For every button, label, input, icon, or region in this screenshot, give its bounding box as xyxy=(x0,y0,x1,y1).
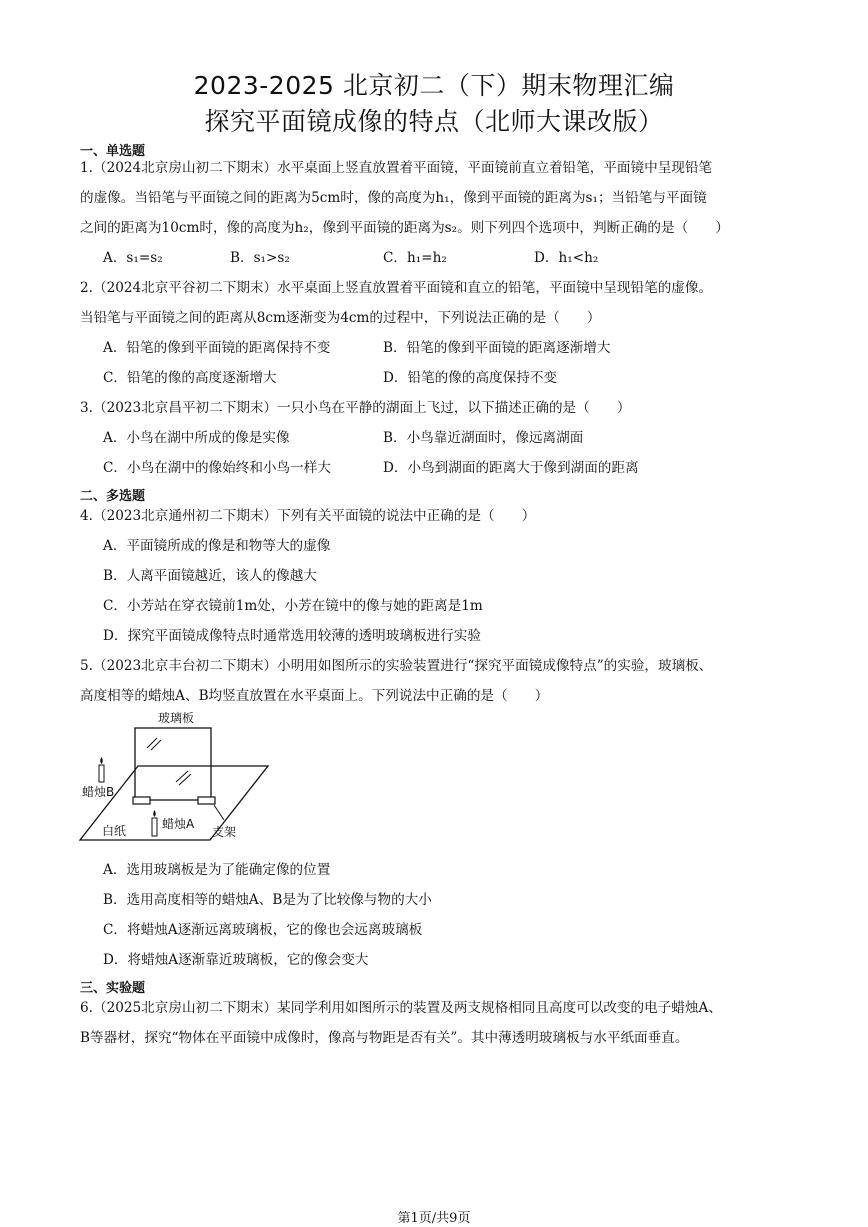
q5-option-a: A．选用玻璃板是为了能确定像的位置 xyxy=(103,862,331,878)
candle-a-shape xyxy=(152,818,157,836)
stand-left-shape xyxy=(133,797,150,804)
q5-line-1: 5.（2023北京丰台初二下期末）小明用如图所示的实验装置进行“探究平面镜成像特点”的实验，玻璃板、 xyxy=(80,658,713,674)
q5-option-c: C．将蜡烛A逐渐远离玻璃板，它的像也会远离玻璃板 xyxy=(103,922,423,938)
glass-plate-shape xyxy=(135,728,211,800)
q2-line-1: 2.（2024北京平谷初二下期末）水平桌面上竖直放置着平面镜和直立的铅笔，平面镜中呈现铅笔的虚像。 xyxy=(80,280,713,296)
candle-b-shape xyxy=(99,765,104,782)
q4-option-b: B．人离平面镜越近，该人的像越大 xyxy=(103,568,317,584)
stand-leader-line xyxy=(214,805,224,820)
q1-option-b: B．s₁>s₂ xyxy=(230,250,290,266)
glass-glare-mark xyxy=(147,738,157,748)
paper-label: 白纸 xyxy=(102,824,127,838)
glass-glare-mark xyxy=(176,771,188,782)
q4-option-c: C．小芳站在穿衣镜前1m处，小芳在镜中的像与她的距离是1m xyxy=(103,598,483,614)
q4-line-1: 4.（2023北京通州初二下期末）下列有关平面镜的说法中正确的是（ ） xyxy=(80,508,536,524)
q2-line-2: 当铅笔与平面镜之间的距离从8cm逐渐变为4cm的过程中，下列说法正确的是（ ） xyxy=(80,310,601,326)
section-heading-single-choice: 一、单选题 xyxy=(80,144,146,159)
q2-option-c: C．铅笔的像的高度逐渐增大 xyxy=(103,370,277,386)
stand-label: 支架 xyxy=(212,825,237,839)
document-title-line2: 探究平面镜成像的特点（北师大课改版） xyxy=(204,107,664,136)
q3-option-d: D．小鸟到湖面的距离大于像到湖面的距离 xyxy=(383,460,639,476)
q5-experiment-figure xyxy=(78,708,278,848)
section-heading-experiment: 三、实验题 xyxy=(80,981,146,996)
q6-line-1: 6.（2025北京房山初二下期末）某同学利用如图所示的装置及两支规格相同且高度可以改变的电子蜡烛A、 xyxy=(80,1000,722,1016)
q1-option-a: A．s₁=s₂ xyxy=(103,250,163,266)
candle-b-label: 蜡烛B xyxy=(82,785,115,799)
q2-option-a: A．铅笔的像到平面镜的距离保持不变 xyxy=(103,340,331,356)
q3-option-a: A．小鸟在湖中所成的像是实像 xyxy=(103,430,290,446)
page-number-footer: 第1页/共9页 xyxy=(397,1211,471,1226)
q1-line-2: 的虚像。当铅笔与平面镜之间的距离为5cm时，像的高度为h₁，像到平面镜的距离为s₁；当铅笔与平面镜 xyxy=(80,190,707,206)
q1-line-1: 1.（2024北京房山初二下期末）水平桌面上竖直放置着平面镜，平面镜前直立着铅笔，平面镜中呈现铅笔 xyxy=(80,160,713,176)
q5-option-b: B．选用高度相等的蜡烛A、B是为了比较像与物的大小 xyxy=(103,892,432,908)
document-title-line1: 2023-2025 北京初二（下）期末物理汇编 xyxy=(193,71,675,100)
stand-right-shape xyxy=(198,797,215,804)
q5-line-2: 高度相等的蜡烛A、B均竖直放置在水平桌面上。下列说法中正确的是（ ） xyxy=(80,688,549,704)
q4-option-a: A．平面镜所成的像是和物等大的虚像 xyxy=(103,538,331,554)
q1-option-c: C．h₁=h₂ xyxy=(383,250,447,266)
q2-option-b: B．铅笔的像到平面镜的距离逐渐增大 xyxy=(383,340,611,356)
q2-option-d: D．铅笔的像的高度保持不变 xyxy=(383,370,558,386)
q3-option-b: B．小鸟靠近湖面时，像远离湖面 xyxy=(383,430,584,446)
section-heading-multi-choice: 二、多选题 xyxy=(80,489,146,504)
q3-option-c: C．小鸟在湖中的像始终和小鸟一样大 xyxy=(103,460,331,476)
q4-option-d: D．探究平面镜成像特点时通常选用较薄的透明玻璃板进行实验 xyxy=(103,628,481,644)
q5-option-d: D．将蜡烛A逐渐靠近玻璃板，它的像会变大 xyxy=(103,952,369,968)
glass-glare-mark xyxy=(179,774,191,785)
q1-line-3: 之间的距离为10cm时，像的高度为h₂，像到平面镜的距离为s₂。则下列四个选项中，判断正确的是（ ） xyxy=(80,220,729,236)
glass-glare-mark xyxy=(151,740,161,750)
q3-line-1: 3.（2023北京昌平初二下期末）一只小鸟在平静的湖面上飞过，以下描述正确的是（ ） xyxy=(80,400,631,416)
candle-a-flame-icon xyxy=(153,810,156,817)
q6-line-2: B等器材，探究“物体在平面镜中成像时，像高与物距是否有关”。其中薄透明玻璃板与水平纸面垂直。 xyxy=(80,1030,689,1046)
candle-b-flame-icon xyxy=(100,757,103,764)
q1-option-d: D．h₁<h₂ xyxy=(534,250,599,266)
candle-a-label: 蜡烛A xyxy=(162,817,195,831)
glass-label: 玻璃板 xyxy=(158,711,195,725)
